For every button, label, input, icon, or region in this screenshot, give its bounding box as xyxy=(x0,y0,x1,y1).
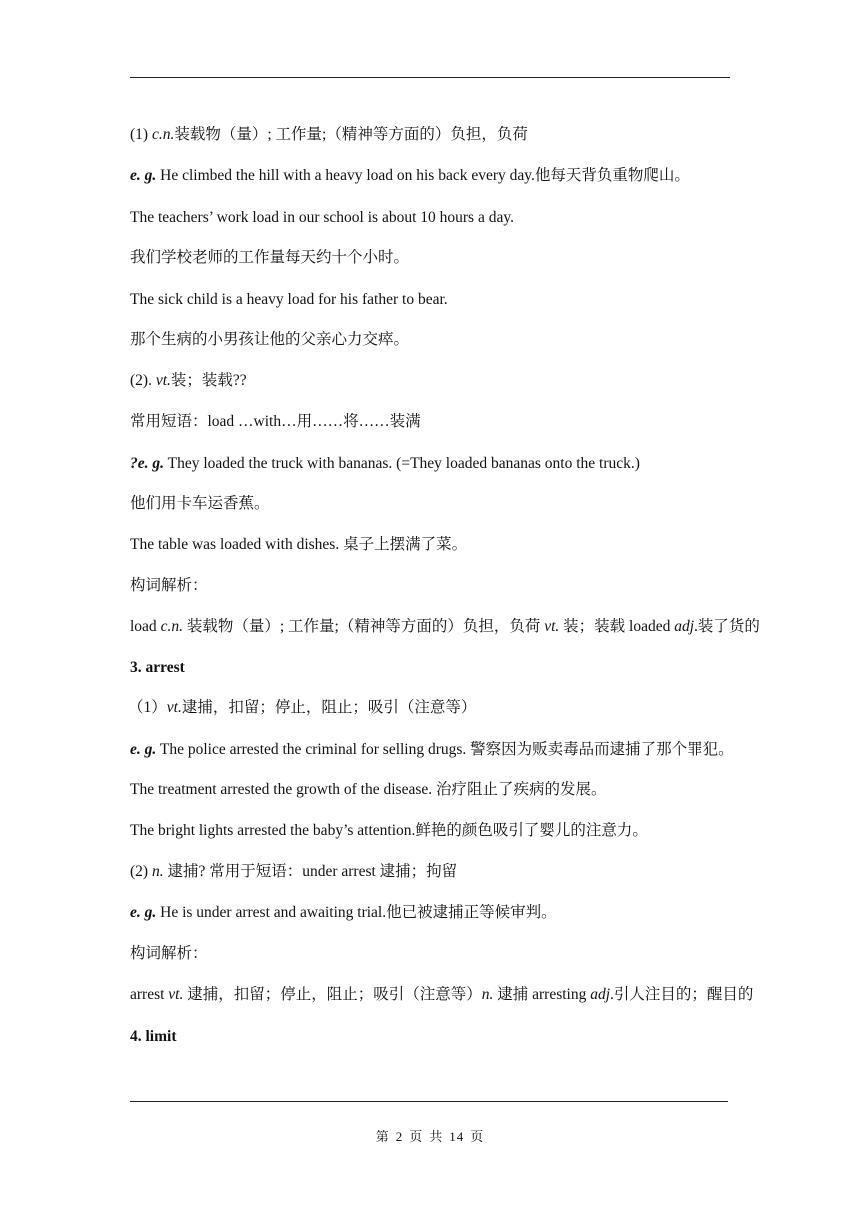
section-heading: 4. limit xyxy=(130,1028,177,1045)
page-footer: 第 2 页 共 14 页 xyxy=(375,1129,485,1144)
section-heading: 3. arrest xyxy=(130,659,185,676)
text-line: The teachers’ work load in our school is about 10 hours a day. xyxy=(130,209,514,226)
text-line: (1) c.n.装载物（量）; 工作量;（精神等方面的）负担，负荷 xyxy=(130,126,528,143)
text-line: 构词解析： xyxy=(130,945,208,962)
text-line: (2) n. 逮捕? 常用于短语：under arrest 逮捕；拘留 xyxy=(130,863,458,880)
footer-rule xyxy=(130,1101,728,1102)
word-formation-line: arrest vt. 逮捕，扣留；停止，阻止；吸引（注意等）n. 逮捕 arresting adj.引人注目的；醒目的 xyxy=(130,986,754,1003)
total-pages: 14 xyxy=(449,1129,465,1144)
text-line: 他们用卡车运香蕉。 xyxy=(130,495,270,512)
example-line: e. g. The police arrested the criminal for selling drugs. 警察因为贩卖毒品而逮捕了那个罪犯。 xyxy=(130,741,734,758)
text-line: The bright lights arrested the baby’s attention.鲜艳的颜色吸引了婴儿的注意力。 xyxy=(130,822,648,839)
example-line: e. g. He is under arrest and awaiting trial.他已被逮捕正等候审判。 xyxy=(130,904,557,921)
header-rule xyxy=(130,77,730,78)
text-line: 常用短语：load …with…用……将……装满 xyxy=(130,413,421,430)
word-formation-line: load c.n. 装载物（量）; 工作量;（精神等方面的）负担，负荷 vt. 装；装载 loaded adj.装了货的 xyxy=(130,618,760,635)
text-line: （1）vt.逮捕，扣留；停止，阻止；吸引（注意等） xyxy=(128,699,477,716)
text-line: 构词解析： xyxy=(130,577,208,594)
text-line: The sick child is a heavy load for his father to bear. xyxy=(130,291,448,308)
text-line: The treatment arrested the growth of the disease. 治疗阻止了疾病的发展。 xyxy=(130,781,607,798)
text-line: (2). vt.装；装载?? xyxy=(130,372,247,389)
example-line: e. g. He climbed the hill with a heavy load on his back every day.他每天背负重物爬山。 xyxy=(130,167,690,184)
text-line: 我们学校老师的工作量每天约十个小时。 xyxy=(130,249,410,266)
text-line: The table was loaded with dishes. 桌子上摆满了菜。 xyxy=(130,536,468,553)
current-page: 2 xyxy=(395,1129,404,1144)
text-line: 那个生病的小男孩让他的父亲心力交瘁。 xyxy=(130,331,410,348)
example-line: ?e. g. They loaded the truck with bananas. (=They loaded bananas onto the truck.) xyxy=(130,455,640,472)
